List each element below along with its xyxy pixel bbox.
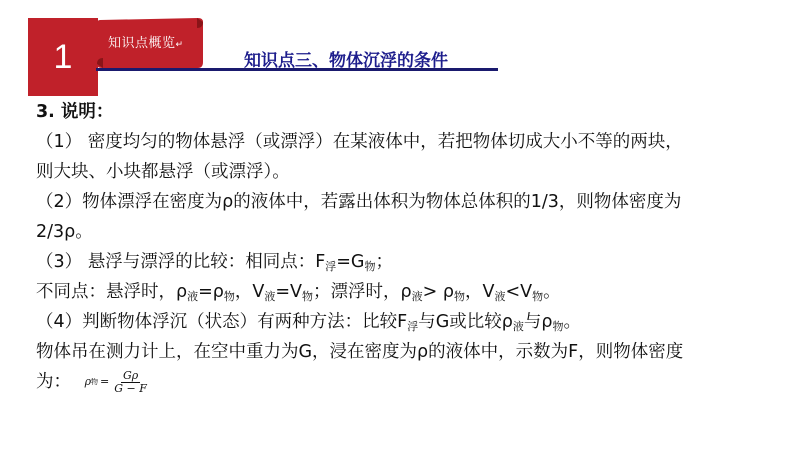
section-number: 1 — [53, 37, 73, 76]
section-number-box — [28, 18, 98, 96]
content-body — [36, 97, 786, 397]
overview-badge — [94, 14, 206, 70]
paragraph-1-line-1: （1） 密度均匀的物体悬浮（或漂浮）在某液体中，若把物体切成大小不等的两块， — [36, 132, 683, 152]
paragraph-5-line-2: 为： ρ 物 = $\frac{G\rho}{G - F}$ — [36, 367, 786, 397]
density-formula: ρ 物 = $\frac{G\rho}{G - F}$ — [84, 368, 147, 395]
overview-badge-label: 知识点概览↵ — [108, 36, 184, 51]
paragraph-1-line-2: 则大块、小块都悬浮（或漂浮）。 — [36, 162, 290, 182]
paragraph-3-line-2: 不同点：悬浮时，$\rho_液=\rho_物$，$V_液=V_物$；漂浮时，$\rho_液> \rho_物$，$V_液<V_物$。 — [36, 282, 561, 303]
paragraph-5-line-1: 物体吊在测力计上，在空中重力为G，浸在密度为ρ的液体中，示数为F，则物体密度 — [36, 342, 684, 362]
paragraph-4: （4）判断物体浮沉（状态）有两种方法：比较$F_浮$与G或比较$\rho_液$与$\rho_物$。 — [36, 312, 581, 333]
section-title: 知识点三、物体沉浮的条件 — [244, 51, 448, 71]
paragraph-3-line-1: （3） 悬浮与漂浮的比较：相同点：$F_浮=G_物$； — [36, 252, 393, 273]
paragraph-2-line-1: （2）物体漂浮在密度为ρ的液体中，若露出体积为物体总体积的1/3，则物体密度为 — [36, 192, 682, 212]
content-heading: 3. 说明： — [36, 102, 114, 122]
paragraph-2-line-2: 2/3ρ。 — [36, 222, 93, 242]
